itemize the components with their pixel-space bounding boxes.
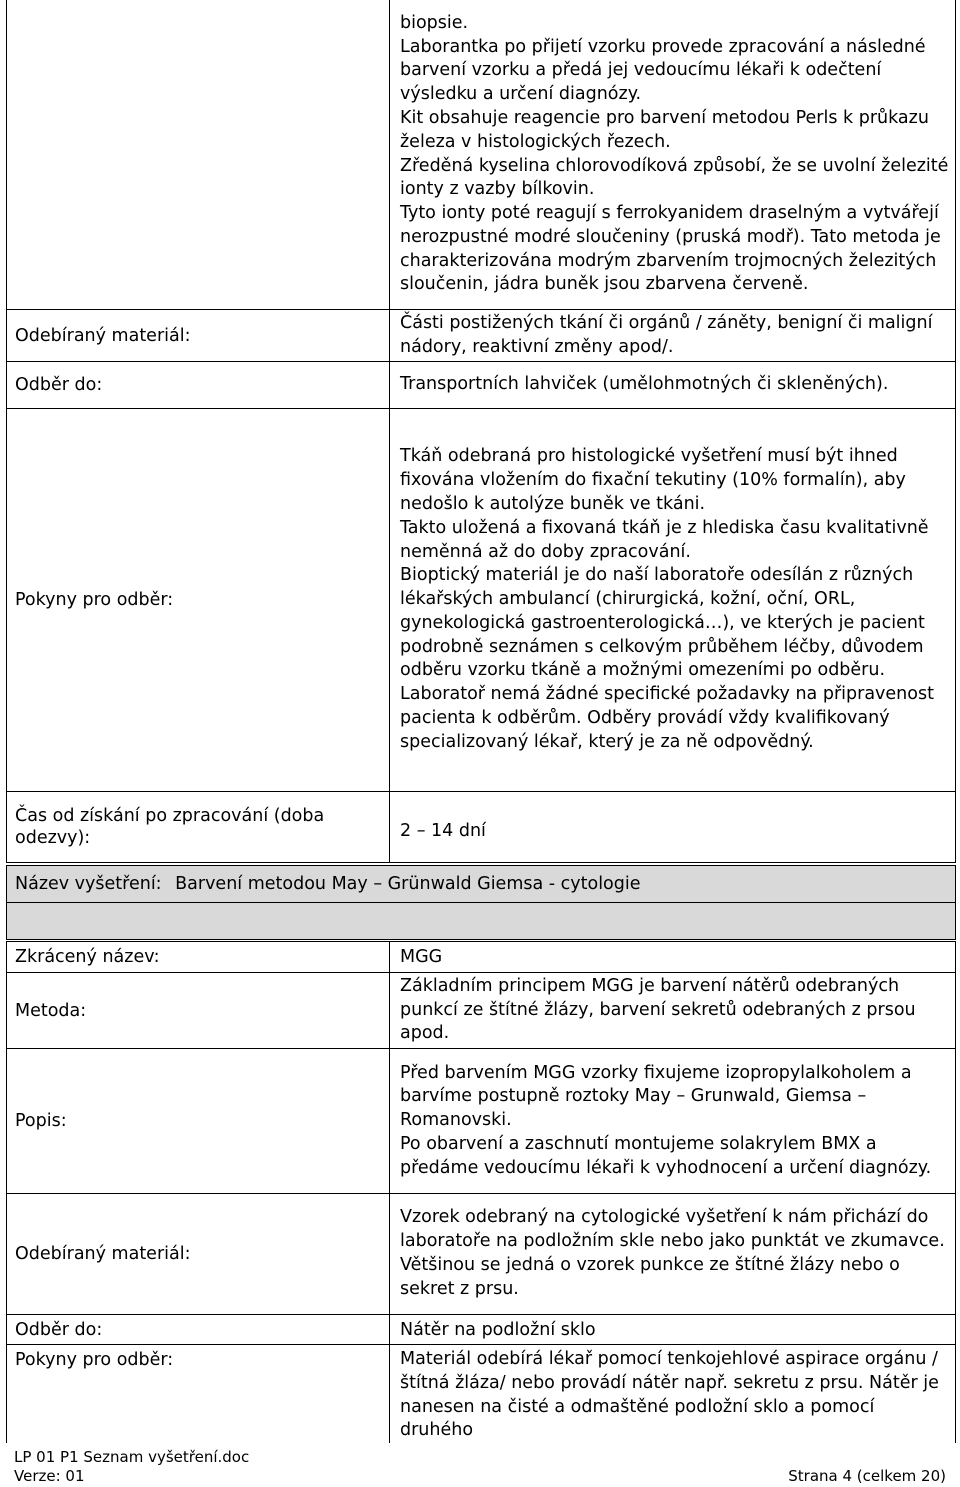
description-paragraph: Tyto ionty poté reagují s ferrokyanidem draselným a vytvářejí nerozpustné modré sloučeniny (pruská modř). Tato metoda je charakterizována modrým zbarvením trojmocných železitých sloučenin, jádra buněk jsou zbarvena červeně. — [400, 203, 941, 295]
instructions-value: Materiál odebírá lékař pomocí tenkojehlové aspirace orgánu / štítná žláza/ nebo provádí nátěr např. sekretu z prsu. Nátěr je nanesen na čisté a odmaštěné podložní sklo a pomocí druhého — [390, 1345, 956, 1444]
instructions-label: Pokyny pro odběr: — [7, 409, 390, 792]
row-turnaround — [7, 792, 956, 863]
exam-table-mgg — [6, 941, 956, 1443]
instructions-paragraph: Tkáň odebraná pro histologické vyšetření musí být ihned fixována vložením do fixační tekutiny (10% formalín), aby nedošlo k autolýze buněk ve tkáni. — [400, 446, 906, 514]
instructions-cell — [390, 409, 956, 792]
material-label: Odebíraný materiál: — [7, 1194, 390, 1315]
description-paragraph: Kit obsahuje reagencie pro barvení metodou Perls k průkazu železa v histologických řezech. — [400, 107, 929, 152]
exam-table-perls — [6, 0, 956, 863]
row-short-name — [7, 942, 956, 973]
material-paragraph: Vzorek odebraný na cytologické vyšetření k nám přichází do laboratoře na podložním skle nebo jako punktát ve zkumavce. — [400, 1207, 945, 1252]
description-paragraph: Po obarvení a zaschnutí montujeme solakrylem BMX a předáme vedoucímu lékaři k vyhodnocení a určení diagnózy. — [400, 1133, 932, 1178]
row-material — [7, 1194, 956, 1315]
exam-title-row — [7, 866, 956, 903]
material-cell — [390, 1194, 956, 1315]
description-cell — [390, 0, 956, 310]
row-material — [7, 310, 956, 362]
row-instructions — [7, 409, 956, 792]
description-label: Popis: — [7, 1049, 390, 1194]
exam-title-label: Název vyšetření: — [15, 874, 162, 894]
row-instructions — [7, 1345, 956, 1444]
exam-title-cell — [7, 866, 956, 903]
row-collect-to — [7, 1315, 956, 1345]
collect-to-label: Odběr do: — [7, 362, 390, 409]
description-paragraph: Před barvením MGG vzorky fixujeme izopropylalkoholem a barvíme postupně roztoky May – Grunwald, Giemsa – Romanovski. — [400, 1062, 912, 1131]
instructions-label: Pokyny pro odběr: — [7, 1345, 390, 1444]
material-value: Části postižených tkání či orgánů / záněty, benigní či maligní nádory, reaktivní změny apod/. — [390, 310, 956, 362]
turnaround-label: Čas od získání po zpracování (doba odezvy): — [7, 792, 390, 863]
collect-to-value: Nátěr na podložní sklo — [390, 1315, 956, 1345]
description-paragraph: Zředěná kyselina chlorovodíková způsobí, že se uvolní železité ionty z vazby bílkovin. — [400, 155, 949, 200]
instructions-paragraph: Bioptický materiál je do naší laboratoře odesílán z různých lékařských ambulancí (chirurgická, kožní, oční, ORL, gynekologická gastroenterologická…), ve kterých je pacient podrobně seznámen s celkovým průběhem léčby, důvodem odběru vzorku tkáně a možnými omezeními po odběru. — [400, 565, 925, 681]
material-paragraph: Většinou se jedná o vzorek punkce ze štítné žlázy nebo o sekret z prsu. — [400, 1255, 900, 1299]
short-name-label: Zkrácený název: — [7, 942, 390, 973]
turnaround-value: 2 – 14 dní — [390, 792, 956, 863]
row-description — [7, 1049, 956, 1194]
row-description — [7, 0, 956, 310]
description-cell — [390, 1049, 956, 1194]
description-paragraph: Laborantka po přijetí vzorku provede zpracování a následné barvení vzorku a předá jej vedoucímu lékaři k odečtení výsledku a určení diagnózy. — [400, 36, 926, 105]
collect-to-value: Transportních lahviček (umělohmotných či skleněných). — [390, 362, 956, 409]
exam-title-value: Barvení metodou May – Grünwald Giemsa - cytologie — [175, 874, 641, 894]
row-collect-to — [7, 362, 956, 409]
collect-to-label: Odběr do: — [7, 1315, 390, 1345]
material-label: Odebíraný materiál: — [7, 310, 390, 362]
short-name-value: MGG — [390, 942, 956, 973]
footer-version: Verze: 01 — [14, 1467, 85, 1485]
method-value: Základním principem MGG je barvení nátěrů odebraných punkcí ze štítné žlázy, barvení sekretů odebraných z prsou apod. — [390, 973, 956, 1049]
footer-page-number: Strana 4 (celkem 20) — [788, 1467, 946, 1485]
instructions-paragraph: Takto uložená a fixovaná tkáň je z hlediska času kvalitativně neměnná až do doby zpracování. — [400, 517, 929, 562]
row-method — [7, 973, 956, 1049]
exam-header-mgg — [6, 865, 956, 940]
footer-filename: LP 01 P1 Seznam vyšetření.doc — [14, 1448, 250, 1466]
exam-subtitle-cell — [7, 903, 956, 940]
footer-line — [14, 1467, 946, 1485]
instructions-paragraph: Laboratoř nemá žádné specifické požadavky na připravenost pacienta k odběrům. Odběry provádí vždy kvalifikovaný specializovaný lékař, který je za ně odpovědný. — [400, 684, 934, 752]
empty-label-cell — [7, 0, 390, 310]
exam-subtitle-row — [7, 903, 956, 940]
description-paragraph: biopsie. — [400, 12, 469, 33]
method-label: Metoda: — [7, 973, 390, 1049]
